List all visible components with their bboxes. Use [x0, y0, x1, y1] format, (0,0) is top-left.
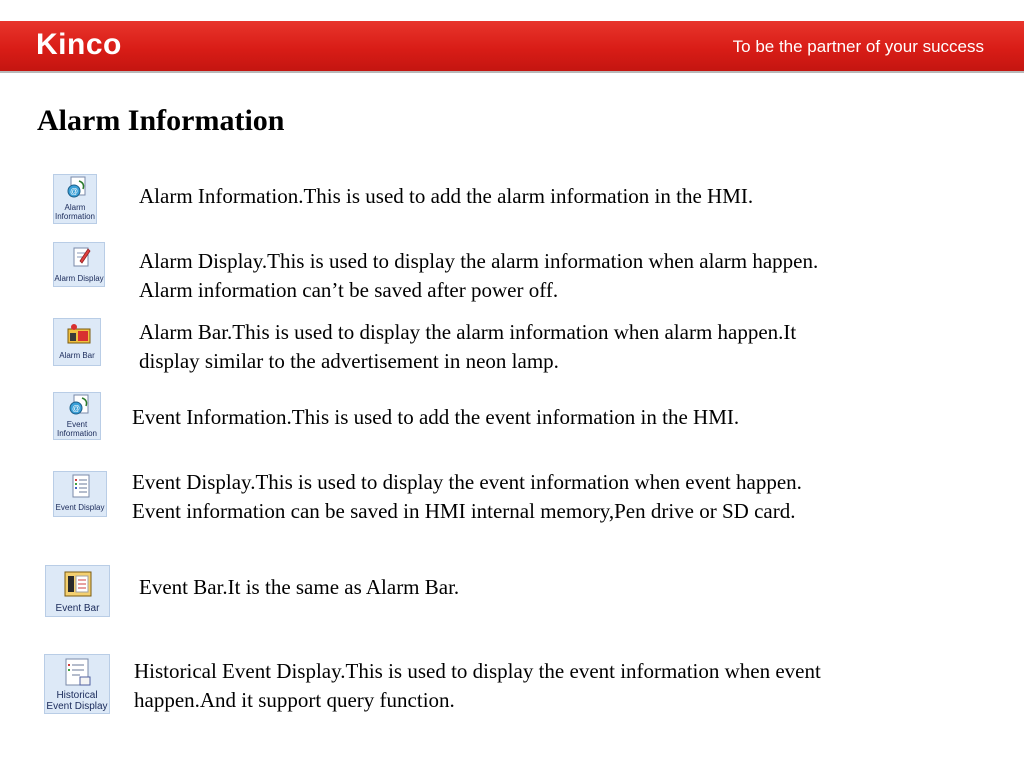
alarm-display-description: [139, 247, 818, 305]
icon-label: Event Display: [55, 503, 105, 512]
icon-label: Alarm Display: [54, 274, 104, 283]
event-information-description: [132, 403, 739, 432]
description-line: Event Bar.It is the same as Alarm Bar.: [139, 575, 460, 599]
description-line: Alarm information can’t be saved after power off.: [139, 278, 559, 302]
icon-label: Information: [56, 429, 98, 438]
historical-event-display-description: [134, 657, 821, 715]
description-line: display similar to the advertisement in neon lamp.: [139, 349, 559, 373]
event-information-icon: [53, 392, 101, 440]
event-bar-description: [139, 573, 459, 602]
alarm-information-description: [139, 182, 753, 211]
icon-label: Event Bar: [55, 603, 100, 614]
top-margin: [0, 0, 1024, 21]
alarm-bar-description: [139, 318, 796, 376]
event-display-icon: [53, 471, 107, 517]
description-line: happen.And it support query function.: [134, 688, 455, 712]
event-bar-icon: [45, 565, 110, 617]
svg-text:@: @: [71, 404, 81, 413]
kinco-logo: Kinco: [36, 28, 122, 61]
description-line: Event Information.This is used to add the event information in the HMI.: [132, 405, 740, 429]
icon-label: Event: [66, 420, 88, 429]
icon-label: Alarm Bar: [59, 351, 95, 360]
alarm-display-icon: [53, 242, 105, 287]
description-line: Alarm Information.This is used to add the alarm information in the HMI.: [139, 184, 754, 208]
description-line: Alarm Bar.This is used to display the alarm information when alarm happen.It: [139, 320, 797, 344]
icon-label: Historical: [56, 690, 98, 701]
header-banner: [0, 21, 1024, 73]
description-line: Historical Event Display.This is used to display the event information when event: [134, 659, 821, 683]
historical-event-display-icon: [44, 654, 110, 714]
alarm-bar-icon: [53, 318, 101, 366]
description-line: Event Display.This is used to display the event information when event happen.: [132, 470, 802, 494]
svg-text:@: @: [69, 187, 79, 196]
icon-label: Information: [54, 212, 96, 221]
page-title: Alarm Information: [37, 104, 285, 137]
event-display-description: [132, 468, 802, 526]
alarm-information-icon: [53, 174, 97, 224]
description-line: Event information can be saved in HMI internal memory,Pen drive or SD card.: [132, 499, 796, 523]
header-tagline: To be the partner of your success: [732, 37, 984, 56]
description-line: Alarm Display.This is used to display the alarm information when alarm happen.: [139, 249, 819, 273]
icon-label: Event Display: [46, 701, 108, 712]
icon-label: Alarm: [64, 203, 86, 212]
